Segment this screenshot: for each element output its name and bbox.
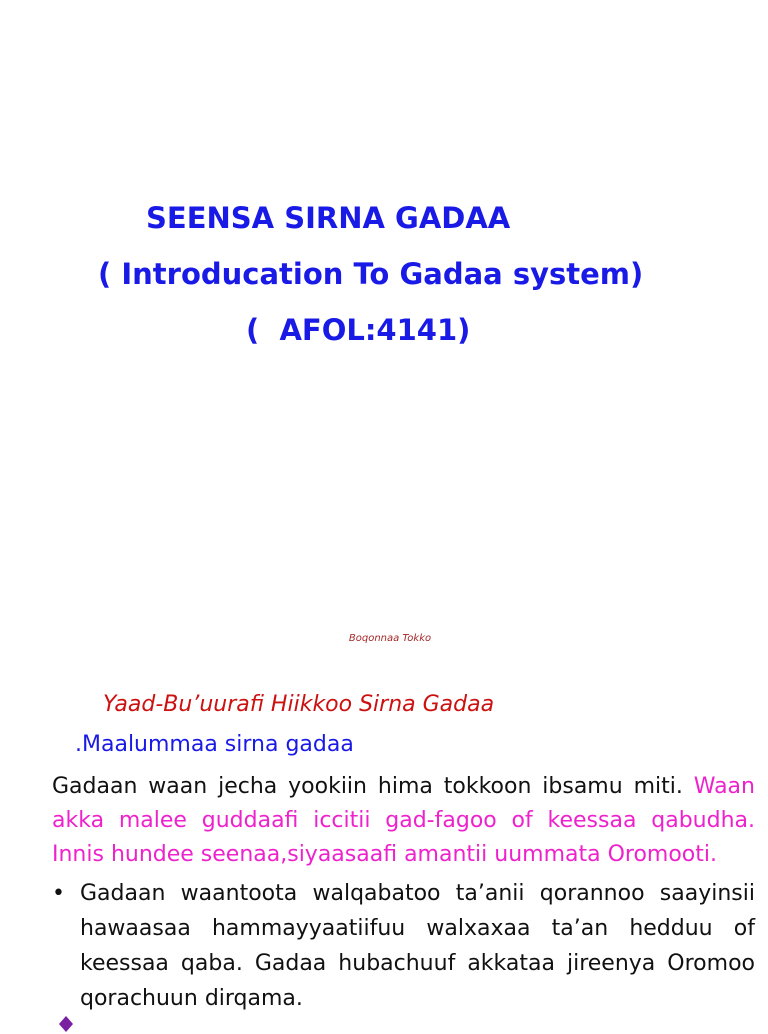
bullet-item — [52, 876, 755, 1016]
section-subheading: .Maalummaa sirna gadaa — [75, 732, 354, 757]
chapter-note: Boqonnaa Tokko — [348, 633, 432, 644]
title-line-1: SEENSA SIRNA GADAA — [146, 201, 511, 235]
bullet-text: Gadaan waantoota walqabatoo ta’anii qorannoo saayinsii hawaasaa hammayyaatiifuu walxaxaa ta’an hedduu of keessaa qaba. Gadaa hubachuuf akkataa jireenya Oromoo qorachuun dirqama. — [80, 881, 755, 1011]
slide-title — [0, 190, 768, 358]
title-line-3: ( AFOL:4141) — [246, 313, 471, 347]
paragraph-pink-text: Waan akka malee guddaafi iccitii gad-fagoo of keessaa qabudha. Innis hundee seenaa,siyaasaafi amantii uummata Oromooti. — [52, 774, 755, 867]
section-heading: Yaad-Bu’uurafi Hiikkoo Sirna Gadaa — [103, 692, 495, 717]
intro-paragraph — [52, 770, 755, 872]
paragraph-black-text: Gadaan waan jecha yookiin hima tokkoon ibsamu miti. — [52, 774, 694, 799]
title-line-2: ( Introducation To Gadaa system) — [98, 257, 644, 291]
diamond-bullet-icon — [56, 1014, 76, 1034]
bullet-dot-icon: • — [52, 881, 65, 906]
